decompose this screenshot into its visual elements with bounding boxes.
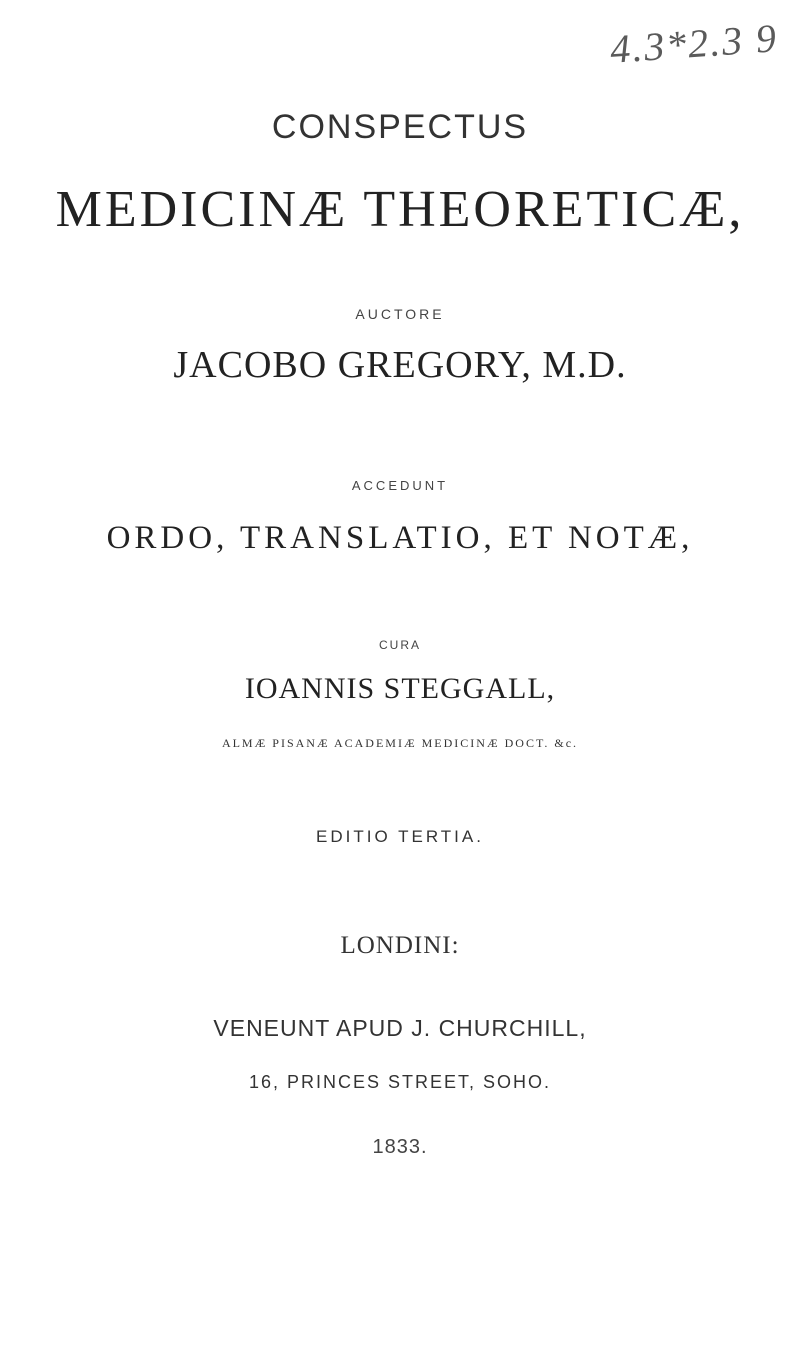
label-auctore: AUCTORE <box>355 306 445 322</box>
catalog-mark: 4.3*2.3 9 <box>608 15 780 72</box>
book-title: MEDICINÆ THEORETICÆ, <box>55 181 745 238</box>
label-cura: CURA <box>378 638 421 652</box>
publisher-line: VENEUNT APUD J. CHURCHILL, <box>213 1015 587 1041</box>
edition-line: EDITIO TERTIA. <box>316 827 484 846</box>
place-of-publication: LONDINI: <box>340 932 460 959</box>
publisher-address: 16, PRINCES STREET, SOHO. <box>248 1072 552 1092</box>
label-accedunt: ACCEDUNT <box>351 478 449 493</box>
editor-credentials: ALMÆ PISANÆ ACADEMIÆ MEDICINÆ DOCT. &c. <box>221 736 579 750</box>
contents-line: ORDO, TRANSLATIO, ET NOTÆ, <box>106 520 694 556</box>
editor-name: IOANNIS STEGGALL, <box>244 672 556 705</box>
author-name: JACOBO GREGORY, M.D. <box>173 344 627 386</box>
publication-year: 1833. <box>372 1136 428 1158</box>
heading-conspectus: CONSPECTUS <box>271 108 529 146</box>
